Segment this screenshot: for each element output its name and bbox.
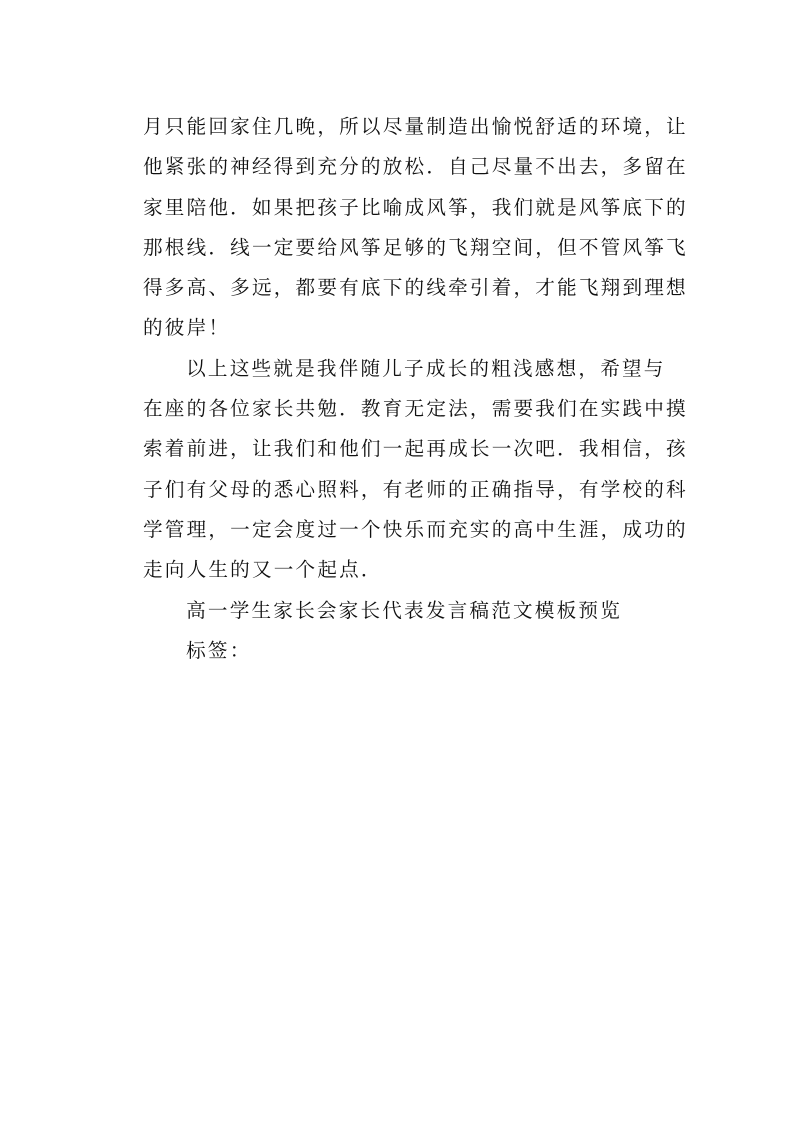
paragraph-1-line: 得多高、多远，都要有底下的线牵引着，才能飞翔到理想 <box>143 276 688 300</box>
paragraph-2-line: 以上这些就是我伴随儿子成长的粗浅感想，希望与 <box>186 356 666 380</box>
paragraph-1 <box>143 107 688 349</box>
paragraph-1-line: 他紧张的神经得到充分的放松．自己尽量不出去，多留在 <box>143 155 688 179</box>
tags-label: 标签： <box>186 638 252 662</box>
paragraph-1-line: 月只能回家住几晚，所以尽量制造出愉悦舒适的环境，让 <box>143 115 688 138</box>
paragraph-1-line: 家里陪他．如果把孩子比喻成风筝，我们就是风筝底下的 <box>143 195 688 219</box>
document-body <box>143 107 688 671</box>
paragraph-2-line: 在座的各位家长共勉．教育无定法，需要我们在实践中摸 <box>143 397 688 421</box>
paragraph-1-line: 那根线．线一定要给风筝足够的飞翔空间，但不管风筝飞 <box>143 235 688 259</box>
paragraph-2-line: 走向人生的又一个起点． <box>143 558 383 582</box>
paragraph-2-line: 学管理，一定会度过一个快乐而充实的高中生涯，成功的 <box>143 517 688 541</box>
paragraph-2 <box>143 349 688 591</box>
preview-title: 高一学生家长会家长代表发言稿范文模板预览 <box>186 598 622 622</box>
paragraph-1-line: 的彼岸！ <box>143 316 231 340</box>
paragraph-2-line: 索着前进，让我们和他们一起再成长一次吧．我相信，孩 <box>143 437 688 461</box>
paragraph-2-line: 子们有父母的悉心照料，有老师的正确指导，有学校的科 <box>143 477 688 501</box>
